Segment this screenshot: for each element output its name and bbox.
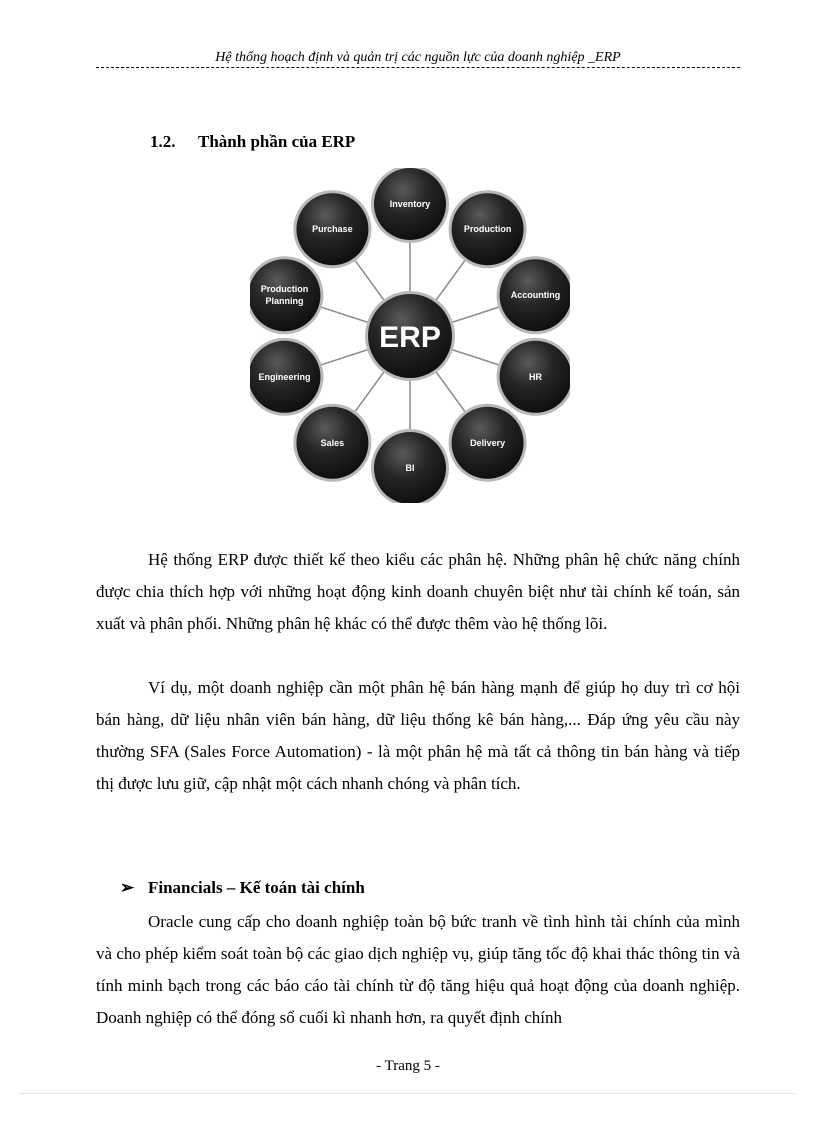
financials-title: Financials – Kế toán tài chính [148,878,365,897]
module-node-inventory [371,168,449,243]
module-label-line: Purchase [312,224,353,235]
module-label-line: Production [463,224,512,235]
module-node-accounting [497,256,570,334]
footer-divider [20,1093,796,1094]
page-number: - Trang 5 - [376,1058,440,1074]
module-label-line: Planning [265,296,304,307]
paragraph-1: Hệ thống ERP được thiết kế theo kiểu các phân hệ. Những phân hệ chức năng chính được chia thích hợp với những hoạt động kinh doanh chuyên biệt như tài chính kế toán, sản xuất và phân phối. Những phân hệ khác có thể được thêm vào hệ thống lõi. [96,550,740,633]
hub-label: ERP [379,321,441,354]
erp-hub [365,291,455,381]
header-divider [96,67,740,68]
module-label [406,463,415,473]
module-node-hr [497,338,570,416]
section-title: Thành phần của ERP [198,132,356,151]
module-label-line: BI [405,463,415,473]
section-heading [150,132,355,152]
module-circle [250,259,320,331]
financials-heading [120,878,365,898]
erp-components-diagram [250,168,570,503]
module-label [321,438,345,448]
financials-paragraph: Oracle cung cấp cho doanh nghiệp toàn bộ bức tranh về tình hình tài chính của mình và cho phép kiểm soát toàn bộ các giao dịch nghiệp vụ, giúp tăng tốc độ khai thác thông tin và tính minh bạch trong các báo cáo tài chính từ độ tăng hiệu quả hoạt động của doanh nghiệp. Doanh nghiệp có thể đóng sổ cuối kì nhanh hơn, ra quyết định chính [96,912,740,1027]
running-header: Hệ thống hoạch định và quản trị các nguồn lực của doanh nghiệp _ERP [215,50,621,65]
module-label [470,438,505,448]
module-node-production-planning [250,256,323,334]
arrow-bullet-icon: ➢ [120,878,135,897]
module-node-engineering [250,338,323,416]
module-label [390,199,431,209]
module-label [511,290,560,300]
module-label [464,224,512,234]
module-label [312,224,353,234]
section-number: 1.2. [150,132,176,151]
module-node-bi [371,429,449,503]
module-node-delivery [449,404,527,482]
module-label-line: Engineering [258,371,311,382]
paragraph-2: Ví dụ, một doanh nghiệp cần một phân hệ bán hàng mạnh để giúp họ duy trì cơ hội bán hàng, dữ liệu nhân viên bán hàng, dữ liệu thống kê bán hàng,... Đáp ứng yêu cầu này thường SFA (Sales Force Automation) - là một phân hệ mà tất cả thông tin bán hàng và tiếp thị được lưu giữ, cập nhật một cách nhanh chóng và phân tích. [96,678,740,793]
module-label-line: Accounting [510,290,561,301]
module-label [529,372,542,382]
module-label-line: HR [529,371,543,382]
module-label [258,372,310,382]
module-label-line: Production [260,284,309,295]
module-label-line: Inventory [389,199,431,209]
module-label-line: Delivery [470,437,506,448]
module-node-sales [293,404,371,482]
module-node-purchase [293,190,371,268]
module-node-production [449,190,527,268]
module-label-line: Sales [320,437,345,448]
